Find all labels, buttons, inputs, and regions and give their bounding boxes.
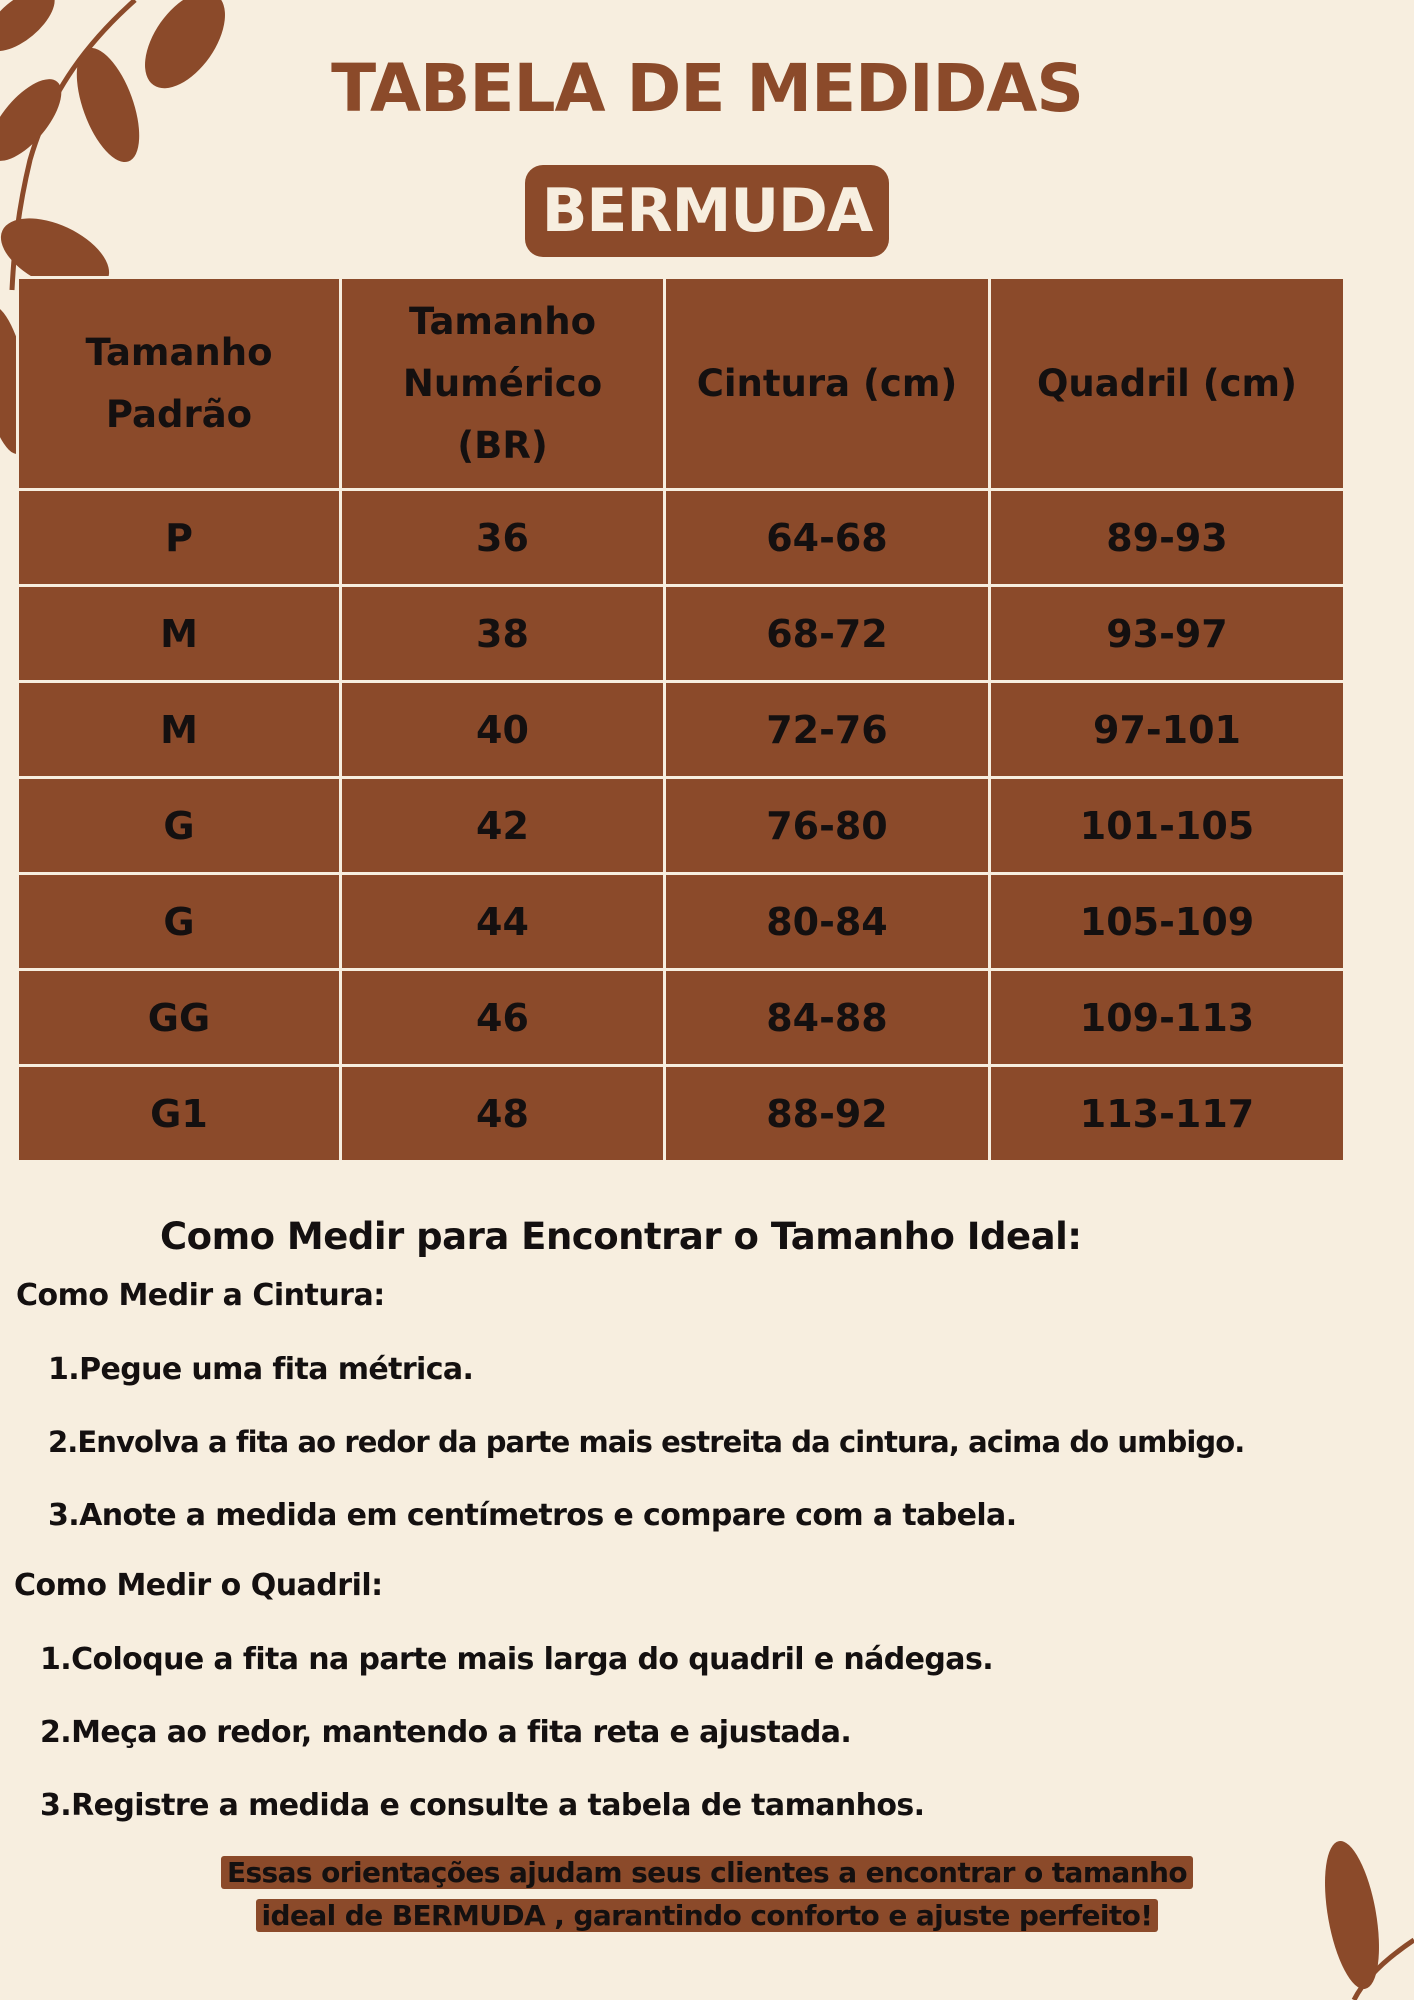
closing-note	[0, 1851, 1414, 1937]
closing-note-line: ideal de BERMUDA , garantindo conforto e ajuste perfeito!	[256, 1899, 1159, 1932]
cell-waist: 88-92	[665, 1066, 990, 1162]
hip-step: 2.Meça ao redor, mantendo a fita reta e ajustada.	[40, 1715, 852, 1750]
table-row	[18, 778, 1345, 874]
cell-hip: 109-113	[990, 970, 1345, 1066]
table-row	[18, 1066, 1345, 1162]
waist-step: 2.Envolva a fita ao redor da parte mais estreita da cintura, acima do umbigo.	[48, 1425, 1245, 1459]
guide-heading: Como Medir para Encontrar o Tamanho Ideal:	[160, 1215, 1082, 1258]
cell-waist: 72-76	[665, 682, 990, 778]
cell-standard-size: G1	[18, 1066, 341, 1162]
waist-step: 1.Pegue uma fita métrica.	[48, 1352, 474, 1387]
cell-numeric-size: 46	[341, 970, 665, 1066]
cell-waist: 84-88	[665, 970, 990, 1066]
cell-standard-size: GG	[18, 970, 341, 1066]
cell-hip: 113-117	[990, 1066, 1345, 1162]
header-hip: Quadril (cm)	[990, 278, 1345, 490]
cell-numeric-size: 42	[341, 778, 665, 874]
size-table	[16, 276, 1346, 1163]
cell-hip: 97-101	[990, 682, 1345, 778]
cell-hip: 93-97	[990, 586, 1345, 682]
cell-hip: 89-93	[990, 490, 1345, 586]
hip-section-title: Como Medir o Quadril:	[14, 1568, 383, 1603]
page-title: TABELA DE MEDIDAS	[331, 50, 1083, 127]
cell-standard-size: G	[18, 778, 341, 874]
cell-numeric-size: 44	[341, 874, 665, 970]
table-row	[18, 490, 1345, 586]
cell-standard-size: P	[18, 490, 341, 586]
table-row	[18, 970, 1345, 1066]
closing-note-line: Essas orientações ajudam seus clientes a encontrar o tamanho	[221, 1856, 1193, 1889]
cell-waist: 64-68	[665, 490, 990, 586]
cell-waist: 68-72	[665, 586, 990, 682]
table-row	[18, 682, 1345, 778]
product-badge: BERMUDA	[525, 165, 889, 257]
waist-section-title: Como Medir a Cintura:	[16, 1278, 385, 1313]
table-row	[18, 874, 1345, 970]
cell-waist: 76-80	[665, 778, 990, 874]
waist-step: 3.Anote a medida em centímetros e compare com a tabela.	[48, 1498, 1017, 1533]
cell-numeric-size: 40	[341, 682, 665, 778]
table-row	[18, 586, 1345, 682]
header-standard-size: Tamanho Padrão	[18, 278, 341, 490]
header-waist: Cintura (cm)	[665, 278, 990, 490]
cell-standard-size: M	[18, 682, 341, 778]
cell-hip: 105-109	[990, 874, 1345, 970]
cell-numeric-size: 36	[341, 490, 665, 586]
cell-hip: 101-105	[990, 778, 1345, 874]
cell-standard-size: G	[18, 874, 341, 970]
cell-standard-size: M	[18, 586, 341, 682]
hip-step: 3.Registre a medida e consulte a tabela de tamanhos.	[40, 1788, 925, 1823]
cell-numeric-size: 38	[341, 586, 665, 682]
header-numeric-size: Tamanho Numérico (BR)	[341, 278, 665, 490]
cell-waist: 80-84	[665, 874, 990, 970]
hip-step: 1.Coloque a fita na parte mais larga do quadril e nádegas.	[40, 1642, 994, 1677]
cell-numeric-size: 48	[341, 1066, 665, 1162]
table-header-row	[18, 278, 1345, 490]
